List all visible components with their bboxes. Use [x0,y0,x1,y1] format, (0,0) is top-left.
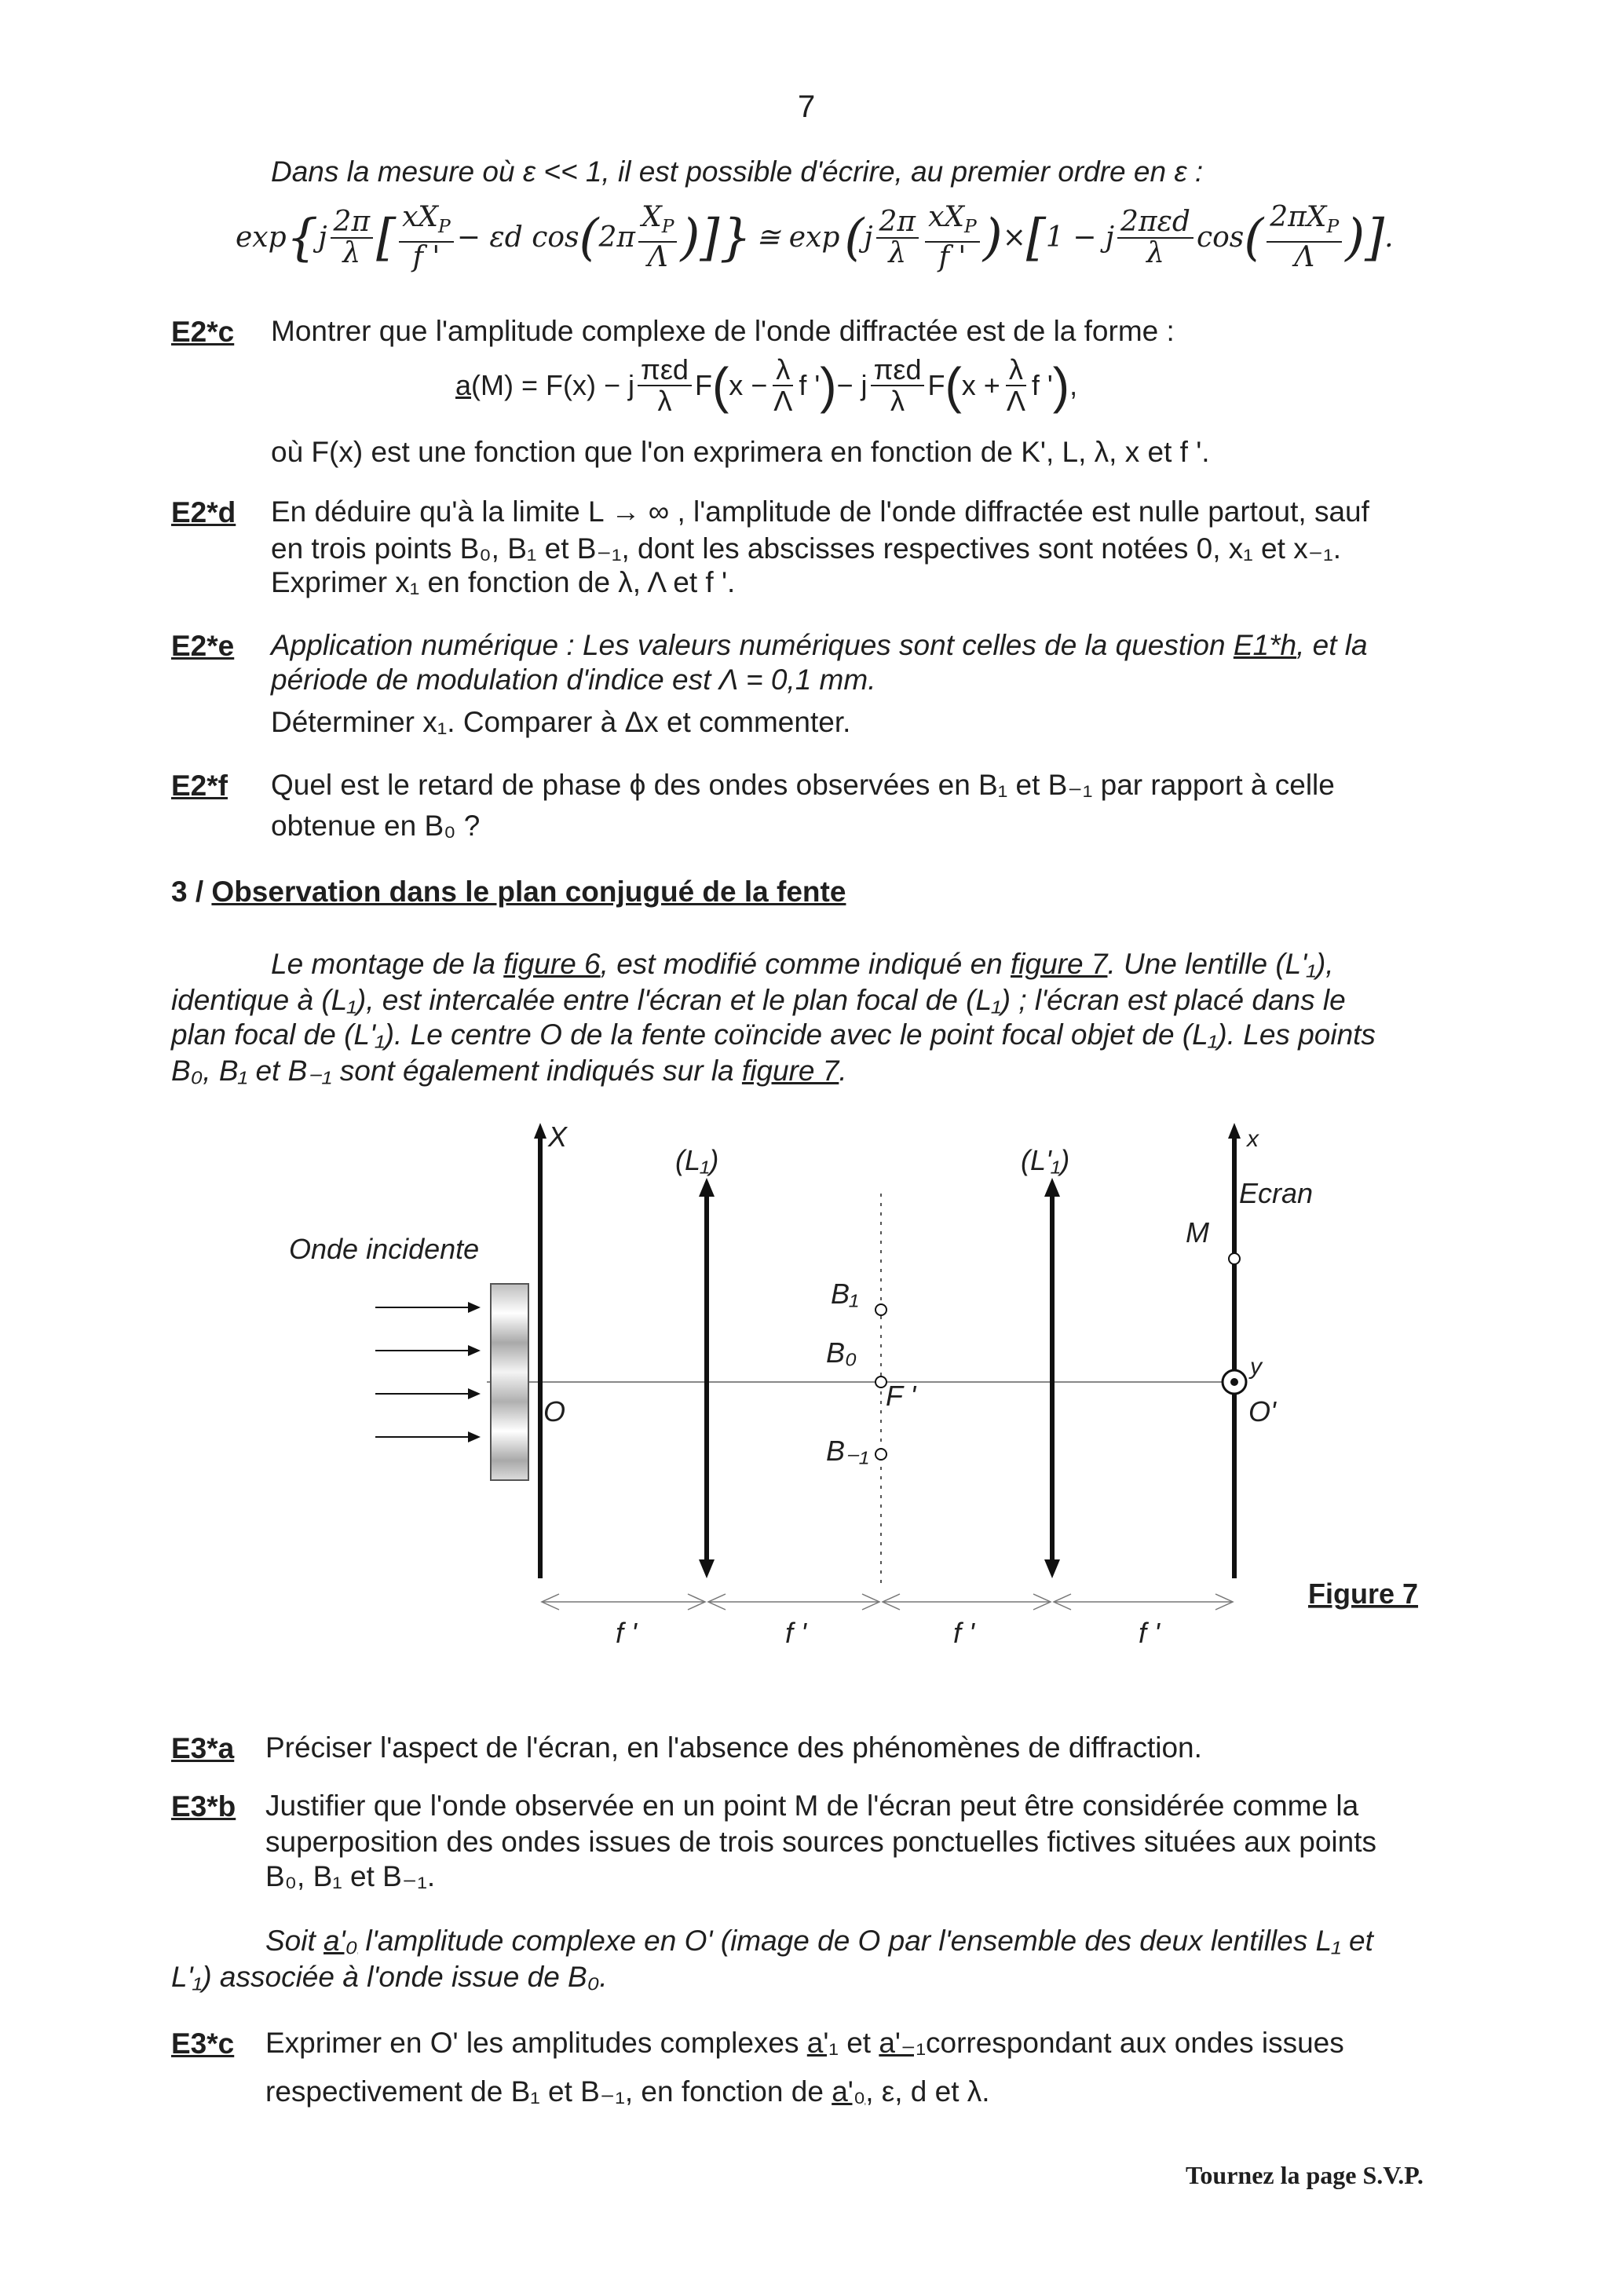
e2e-line2: période de modulation d'indice est Λ = 0,1 mm. [271,664,876,696]
page-number: 7 [798,90,816,124]
e3a-text: Préciser l'aspect de l'écran, en l'absence des phénomènes de diffraction. [265,1731,1202,1764]
label-M: M [1186,1216,1209,1249]
section-3-heading: 3 / Observation dans le plan conjugué de la fente [171,876,846,908]
lens-L1-top-arrow [699,1178,715,1197]
question-label-e3b: E3*b [171,1790,236,1823]
montage-line1: Le montage de la figure 6, est modifié comme indiqué en figure 7. Une lentille (L'₁), [271,948,1334,980]
figure-caption: Figure 7 [1308,1578,1419,1610]
modulated-slit [491,1284,528,1480]
point-B1 [875,1304,886,1315]
screen-arrowhead [1228,1123,1241,1139]
point-B0 [875,1377,886,1387]
y-axis-dot [1230,1378,1238,1386]
label-x: x [1247,1126,1259,1152]
lens-L1p-top-arrow [1044,1178,1060,1197]
label-onde-incidente: Onde incidente [289,1233,480,1265]
e2c-text: Montrer que l'amplitude complexe de l'onde diffractée est de la forme : [271,315,1175,347]
label-B1: B₁ [831,1278,859,1310]
e3b-line3: B₀, B₁ et B₋₁. [265,1860,436,1892]
e3c-line1: Exprimer en O' les amplitudes complexes a'₁ et a'₋₁correspondant aux ondes issues [265,2027,1344,2059]
question-label-e3c: E3*c [171,2027,235,2060]
question-label-e2c: E2*c [171,316,235,348]
label-O-prime: O' [1248,1395,1276,1428]
e2e-line1: Application numérique : Les valeurs numériques sont celles de la question E1*h, et la [271,629,1368,661]
label-ecran: Ecran [1239,1177,1314,1209]
label-f3: f ' [953,1617,974,1649]
figure-7-diagram [0,1115,1623,1696]
e2d-line3: Exprimer x₁ en fonction de λ, Λ et f '. [271,566,736,598]
label-Bm1: B₋₁ [826,1435,869,1467]
incident-arrowhead-2 [468,1345,481,1356]
e2f-line1: Quel est le retard de phase ϕ des ondes observées en B₁ et B₋₁ par rapport à celle [271,769,1335,801]
label-f1: f ' [616,1617,637,1649]
label-O: O [543,1395,566,1428]
e3b-line2: superposition des ondes issues de trois sources ponctuelles fictives situées aux points [265,1826,1376,1858]
x-axis-arrowhead [534,1123,546,1139]
point-M [1229,1253,1240,1264]
label-f4: f ' [1139,1617,1160,1649]
montage-line3: plan focal de (L'₁). Le centre O de la fente coïncide avec le point focal objet de (L₁). Les points [171,1018,1376,1051]
e2d-line1: En déduire qu'à la limite L → ∞ , l'amplitude de l'onde diffractée est nulle partout, sauf [271,495,1369,528]
label-f2: f ' [785,1617,806,1649]
e3b-line1: Justifier que l'onde observée en un point M de l'écran peut être considérée comme la [265,1790,1359,1822]
question-label-e2d: E2*d [171,496,236,528]
e2c-tail: où F(x) est une fonction que l'on exprimera en fonction de K', L, λ, x et f '. [271,436,1210,468]
lens-L1p-bottom-arrow [1044,1559,1060,1578]
question-label-e3a: E3*a [171,1732,235,1764]
intro-line: Dans la mesure où ε << 1, il est possible d'écrire, au premier ordre en ε : [271,155,1204,188]
label-B0: B₀ [826,1336,857,1369]
e2f-line2: obtenue en B₀ ? [271,810,481,842]
montage-line4: B₀, B₁ et B₋₁ sont également indiqués sur la figure 7. [171,1055,847,1087]
incident-arrowhead-4 [468,1431,481,1442]
lens-L1-bottom-arrow [699,1559,715,1578]
equation-amplitude: a (M) = F(x) − j $\frac{\text{πεd}}{\lambda}$ F ( x − $\frac{\lambda}{\Lambda}$ f ' ) − j $\frac{\text{πεd}}{\lambda}$ F ( x + $\frac{\lambda}{\Lambda}$ f ' ) , [455,353,1078,417]
e2d-line2: en trois points B₀, B₁ et B₋₁, dont les abscisses respectives sont notées 0, x₁ et x₋₁. [271,532,1341,565]
question-label-e2f: E2*f [171,770,228,802]
label-L1-prime: (L'₁) [1021,1144,1070,1176]
label-X: X [548,1121,568,1153]
label-y: y [1250,1354,1262,1380]
e3c-line2: respectivement de B₁ et B₋₁, en fonction de a'₀, ε, d et λ. [265,2075,990,2108]
label-F-prime: F ' [886,1380,916,1412]
footer-turn-page: Tournez la page S.V.P. [1186,2161,1424,2189]
soit-line1: Soit a'₀ l'amplitude complexe en O' (image de O par l'ensemble des deux lentilles L₁ et [265,1925,1373,1957]
incident-arrowhead-3 [468,1388,481,1399]
incident-arrowhead-1 [468,1302,481,1313]
question-label-e2e: E2*e [171,630,235,662]
montage-line2: identique à (L₁), est intercalée entre l'écran et le plan focal de (L₁) ; l'écran est placé dans le [171,984,1346,1016]
soit-line2: L'₁) associée à l'onde issue de B₀. [171,1961,608,1993]
point-Bm1 [875,1449,886,1460]
label-L1: (L₁) [675,1144,719,1176]
equation-exp-expansion: exp { j $\frac{2\pi}{\lambda}$ [ $\frac{xX_P}{f '}$ − εd cos ( 2π $\frac{X_P}{\Lambda}$ )]} ≅ exp ( j $\frac{2\pi}{\lambda}$ $\frac{xX_P}{f '}$ ) × [ 1 − j $\frac{\text{2πεd}}{\lambda}$ cos ( $\frac{2\pi X_P}{\Lambda}$ )] . [236,201,1394,274]
e2e-line3: Déterminer x₁. Comparer à Δx et commenter. [271,706,851,738]
